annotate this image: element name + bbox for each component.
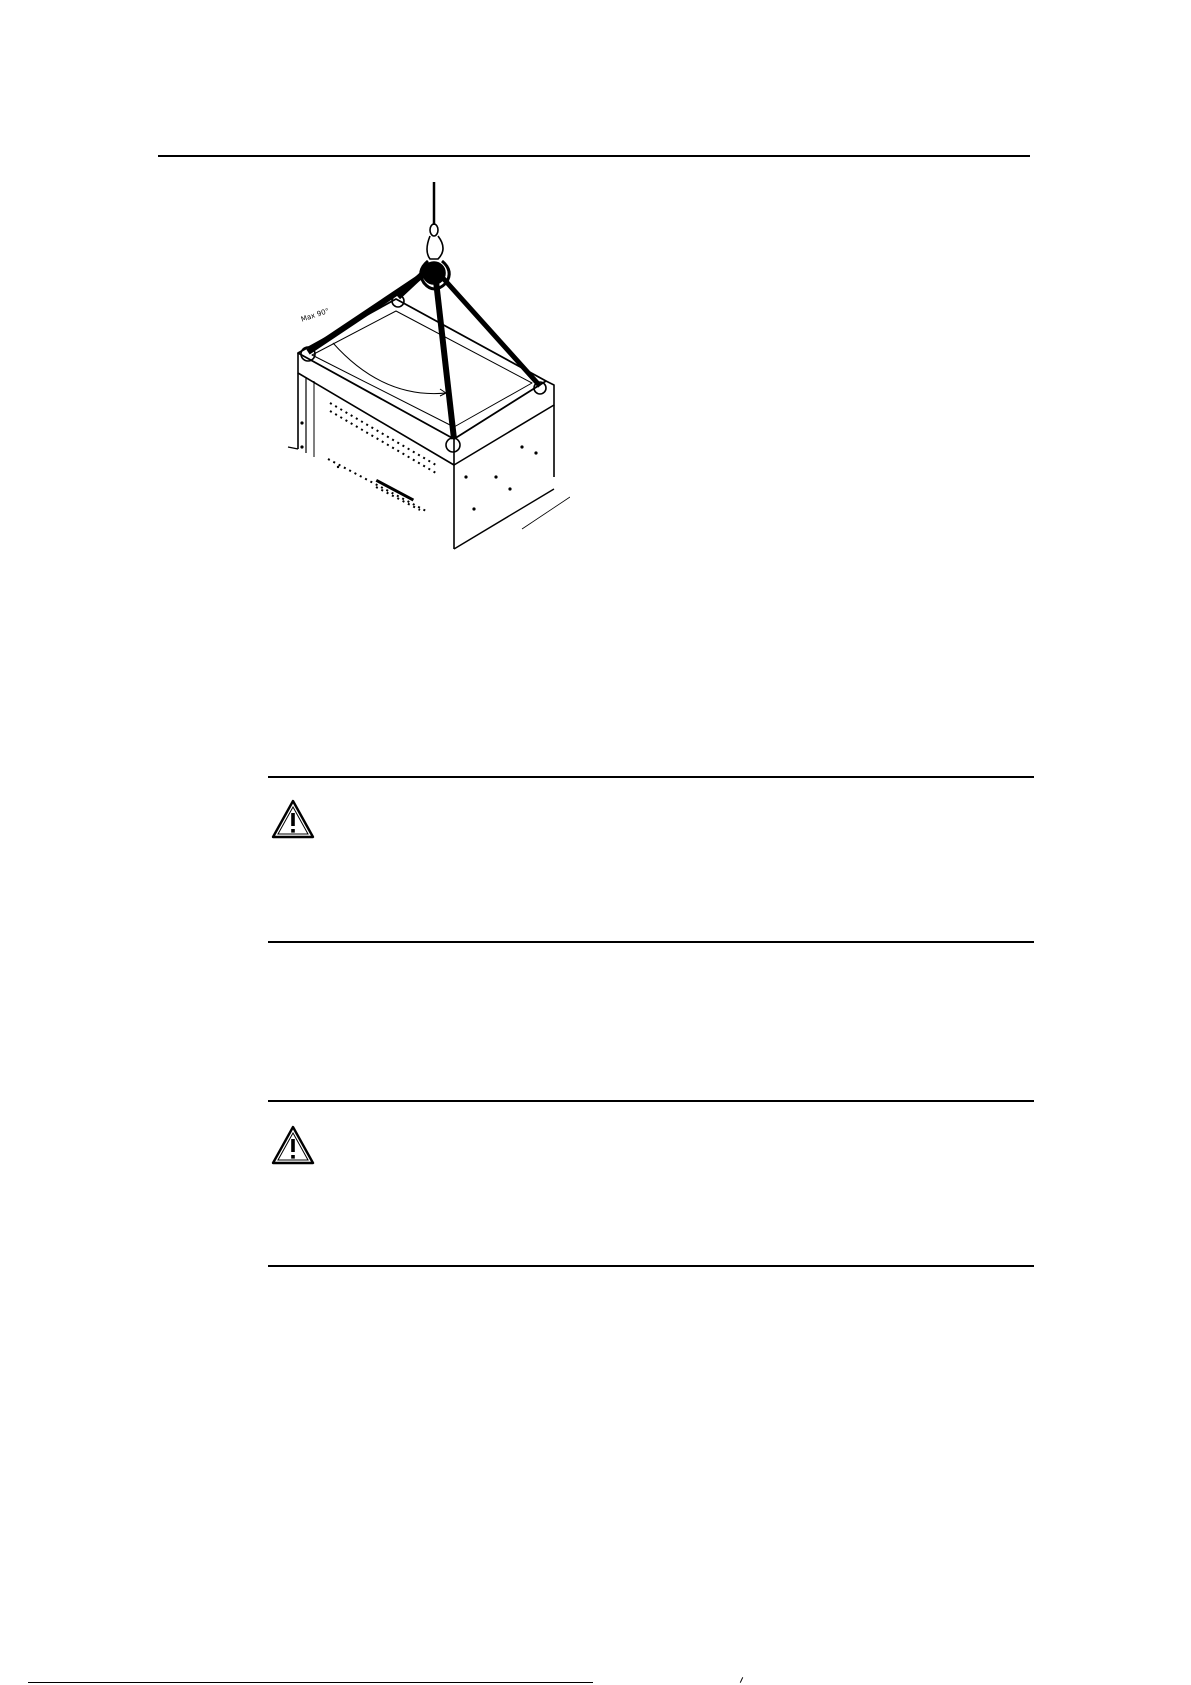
sling-front — [436, 281, 454, 439]
hoisting-figure — [278, 177, 570, 551]
caution-2-bottom-rule — [268, 1265, 1034, 1267]
footer-mark — [740, 1677, 743, 1683]
caution-1-bottom-rule — [268, 941, 1034, 943]
hook-eye — [430, 224, 438, 236]
caution-1-top-rule — [268, 776, 1034, 778]
warning-triangle-icon — [270, 1124, 316, 1166]
angle-arc — [333, 343, 446, 394]
footer-rule — [28, 1682, 593, 1683]
warning-triangle-icon — [270, 798, 316, 840]
cabinet-top — [298, 299, 546, 439]
hook-top — [427, 236, 443, 259]
max-angle-label: Max 90° — [300, 307, 331, 324]
shackle-front — [446, 438, 460, 452]
header-rule — [158, 155, 1030, 157]
caution-2-top-rule — [268, 1100, 1034, 1102]
